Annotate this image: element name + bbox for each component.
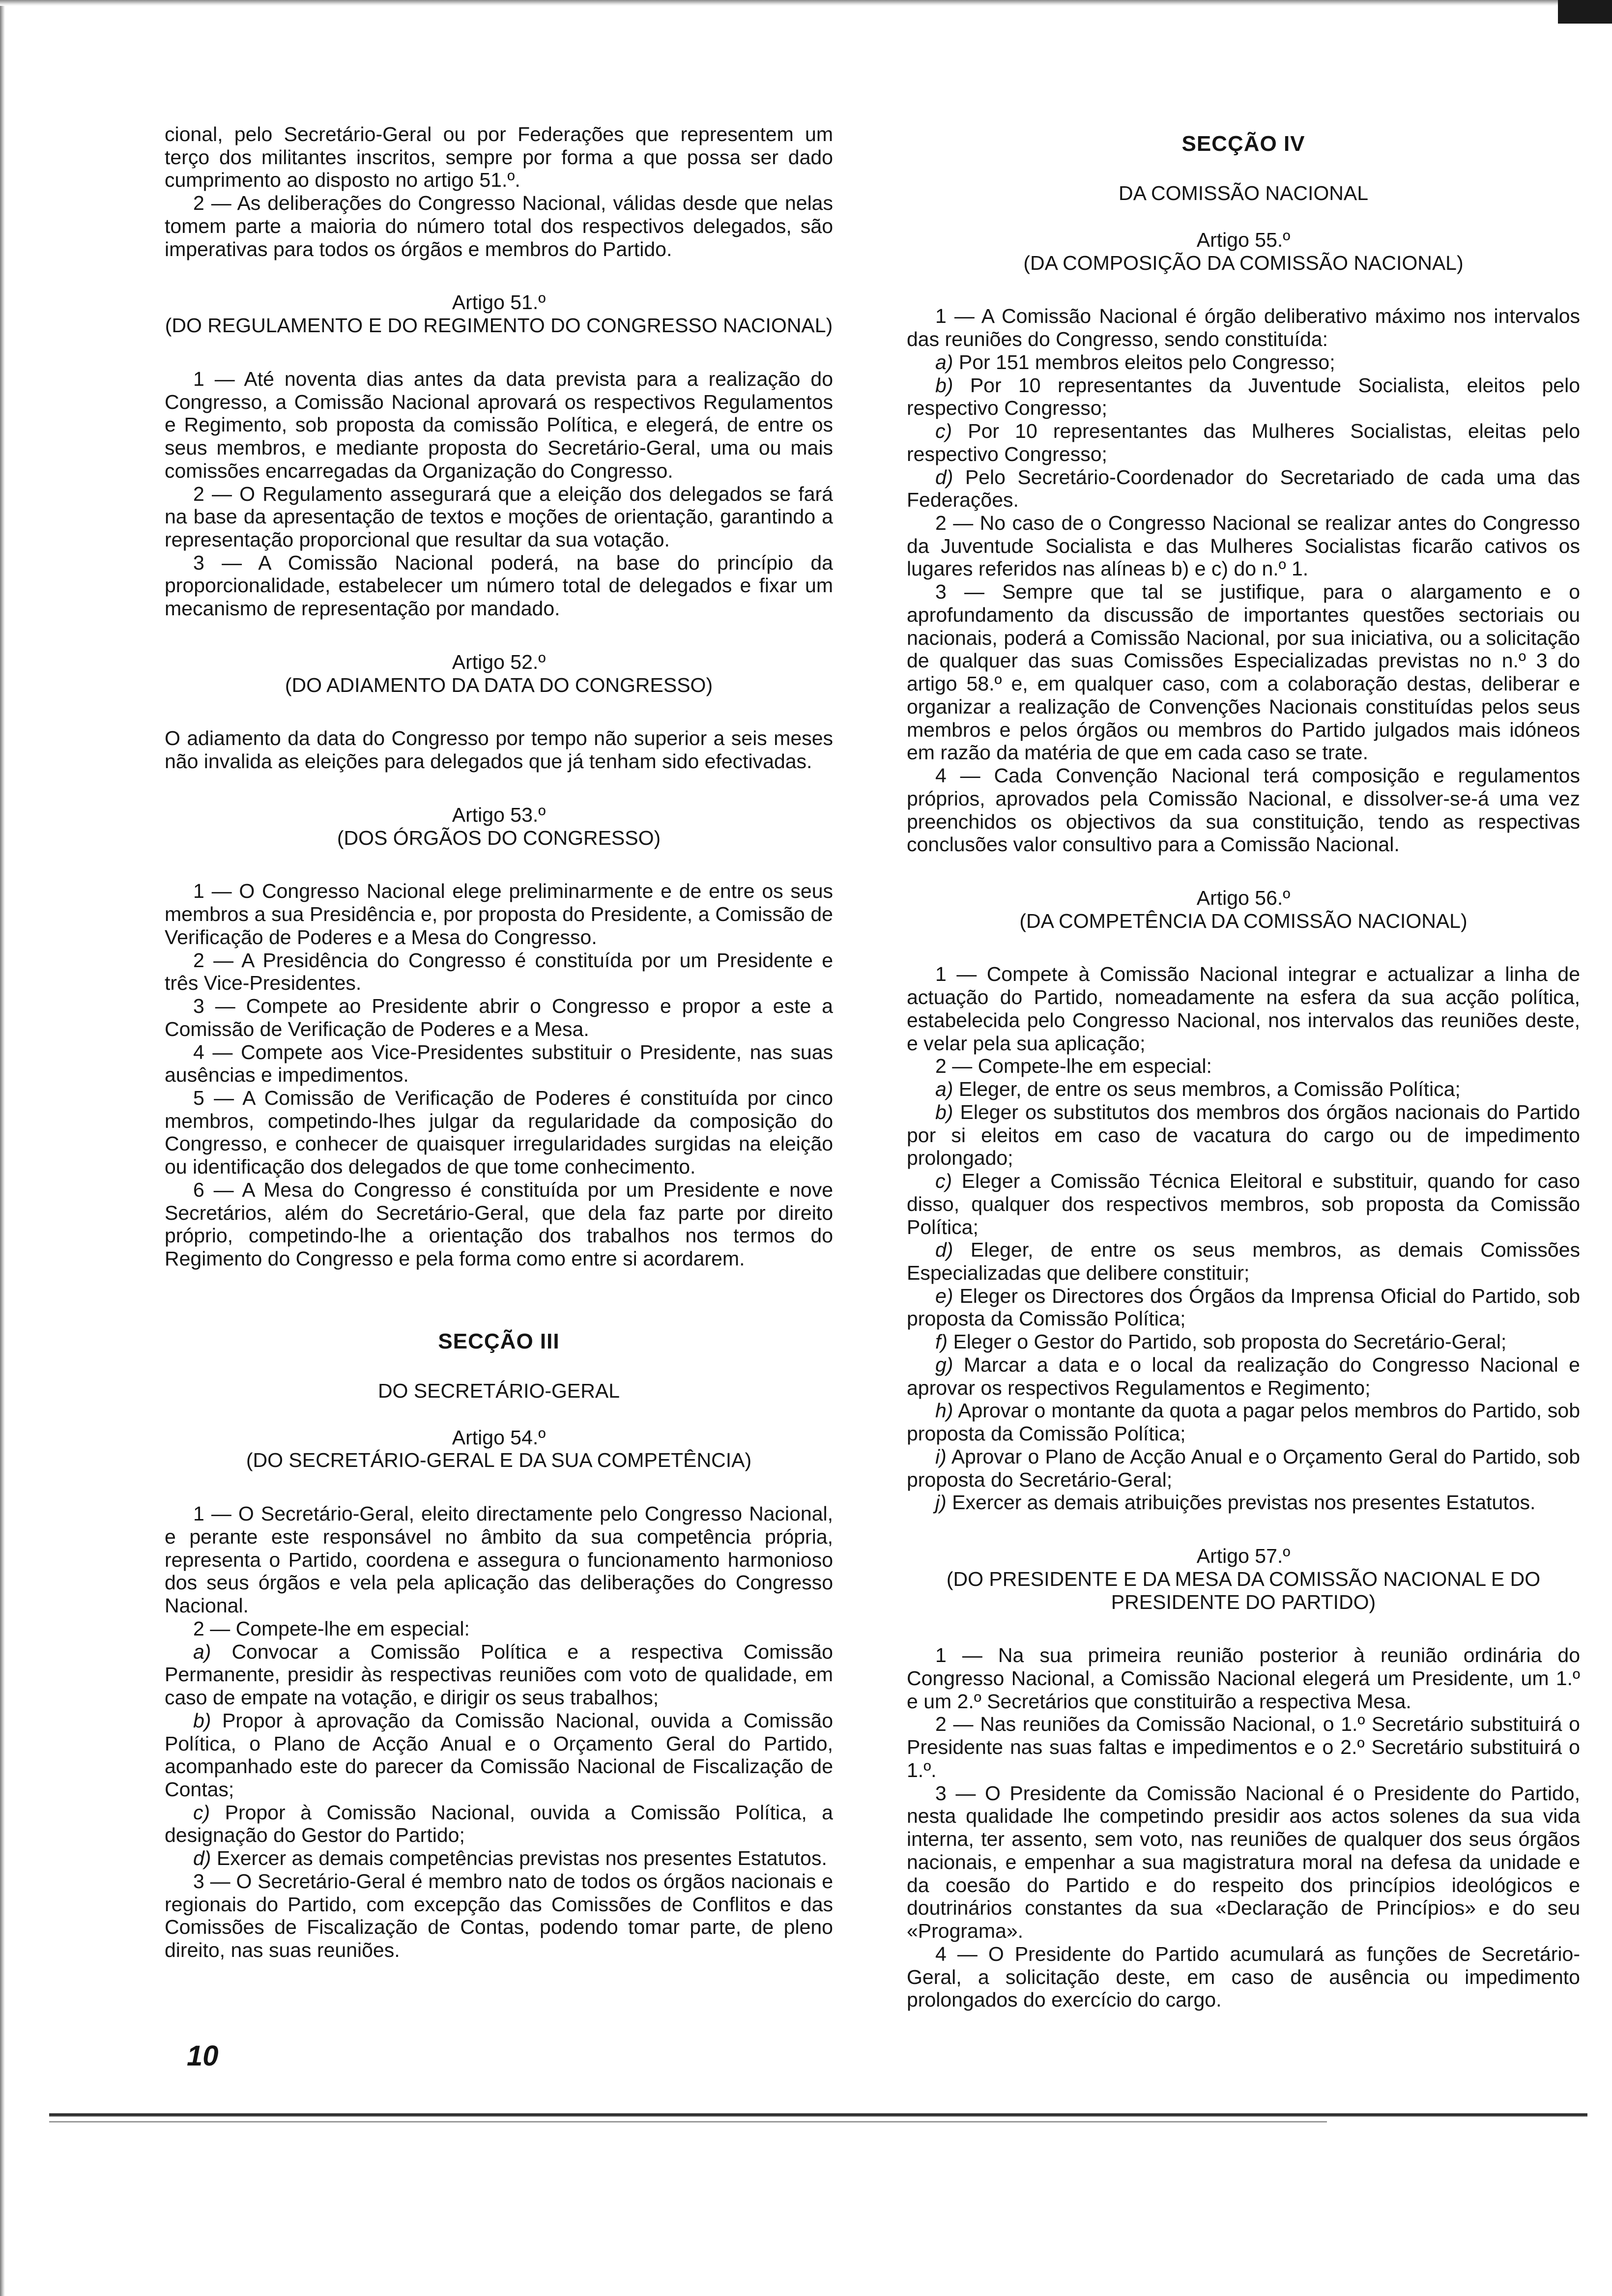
section-4-heading <box>907 132 1580 205</box>
list-item: h) Aprovar o montante da quota a pagar pelos membros do Partido, sob proposta da Comissão Política; <box>907 1399 1580 1445</box>
list-item: b) Eleger os substitutos dos membros dos órgãos nacionais do Partido por si eleitos em caso de vacatura do cargo ou de impedimento prolongado; <box>907 1100 1580 1170</box>
section-title: SECÇÃO III <box>438 1329 560 1353</box>
list-item: c) Eleger a Comissão Técnica Eleitoral e substituir, quando for caso disso, qualquer dos respectivos membros, sob proposta da Comissão Política; <box>907 1170 1580 1238</box>
article-title: Artigo 54.º <box>452 1426 546 1449</box>
list-item: a) Eleger, de entre os seus membros, a Comissão Política; <box>935 1078 1461 1101</box>
article-paragraph: O adiamento da data do Congresso por tempo não superior a seis meses não invalida as eleições para delegados que já tenham sido efectivadas. <box>165 727 833 773</box>
list-item: d) Eleger, de entre os seus membros, as demais Comissões Especializadas que delibere constituir; <box>907 1238 1580 1284</box>
list-item: a) Por 151 membros eleitos pelo Congresso; <box>935 350 1335 373</box>
article-paragraph: 4 — Cada Convenção Nacional terá composição e regulamentos próprios, aprovados pela Comissão Nacional, e dissolver-se-á uma vez preenchidos os objectivos da sua constituição, tendo as respectivas conclusões valor consultivo para a Comissão Nacional. <box>907 764 1580 856</box>
page-number: 10 <box>187 2040 219 2072</box>
article-paragraph: 3 — O Secretário-Geral é membro nato de todos os órgãos nacionais e regionais do Partido, com excepção das Comissões de Conflitos e das Comissões de Fiscalização de Contas, podendo tomar parte, de pleno direito, nas suas reuniões. <box>165 1869 833 1962</box>
section-3-heading <box>165 1329 833 1403</box>
article-paragraph: 1 — Compete à Comissão Nacional integrar e actualizar a linha de actuação do Partido, nomeadamente na esfera da sua acção política, estabelecida pelo Congresso Nacional, nos intervalos das reuniões deste, e velar pela sua aplicação; <box>907 963 1580 1055</box>
list-item: c) Propor à Comissão Nacional, ouvida a Comissão Política, a designação do Gestor do Partido; <box>165 1801 833 1847</box>
article-57-heading <box>907 1545 1580 1613</box>
article-title: Artigo 52.º <box>452 650 546 673</box>
scan-edge-left <box>0 0 5 2296</box>
list-item: j) Exercer as demais atribuições previstas nos presentes Estatutos. <box>935 1491 1536 1514</box>
list-item: c) Por 10 representantes das Mulheres Socialistas, eleitas pelo respectivo Congresso; <box>907 420 1580 465</box>
article-51-heading <box>165 291 833 337</box>
article-paragraph: 1 — Na sua primeira reunião posterior à reunião ordinária do Congresso Nacional, a Comissão Nacional elegerá um Presidente, um 1.º e um 2.º Secretários que constituirão a respectiva Mesa. <box>907 1644 1580 1713</box>
article-subtitle: (DO PRESIDENTE E DA MESA DA COMISSÃO NACIONAL E DO PRESIDENTE DO PARTIDO) <box>946 1567 1541 1613</box>
article-paragraph: 3 — O Presidente da Comissão Nacional é o Presidente do Partido, nesta qualidade lhe competindo presidir aos actos solenes da sua vida interna, ter assento, sem voto, nas reuniões de qualquer dos seus órgãos nacionais, e empenhar a sua magistratura moral na defesa da unidade e da coesão do Partido e do respeito dos princípios ideológicos e doutrinários constantes da sua «Declaração de Princípios» e do seu «Programa». <box>907 1781 1580 1943</box>
scan-edge-top <box>0 0 1612 6</box>
article-56-heading <box>907 887 1580 932</box>
article-paragraph: 1 — O Secretário-Geral, eleito directamente pelo Congresso Nacional, e perante este responsável no âmbito da sua competência própria, representa o Partido, coordena e assegura o funcionamento harmonioso dos seus órgãos e vela pela aplicação das deliberações do Congresso Nacional. <box>165 1502 833 1617</box>
article-52-heading <box>165 651 833 696</box>
article-paragraph: 6 — A Mesa do Congresso é constituída por um Presidente e nove Secretários, além do Secretário-Geral, que dela faz parte por direito próprio, competindo-lhe a orientação dos trabalhos nos termos do Regimento do Congresso e pela forma como entre si acordarem. <box>165 1178 833 1270</box>
article-paragraph: 3 — Sempre que tal se justifique, para o alargamento e o aprofundamento da discussão de importantes questões sectoriais ou nacionais, poderá a Comissão Nacional, por sua iniciativa, ou a solicitação de qualquer das suas Comissões Especializadas previstas no n.º 3 do artigo 58.º e, em qualquer caso, com a colaboração destas, deliberar e organizar a realização de Convenções Nacionais constituídas pelos seus membros e pelos órgãos ou membros do Partido julgados mais idóneos em razão da matéria de que em cada caso se trate. <box>907 580 1580 764</box>
list-item: d) Exercer as demais competências previstas nos presentes Estatutos. <box>193 1847 827 1870</box>
article-54-heading <box>165 1426 833 1472</box>
article-title: Artigo 51.º <box>452 291 546 314</box>
article-title: Artigo 55.º <box>1196 228 1291 251</box>
corner-mark <box>1558 0 1612 24</box>
section-subtitle: DA COMISSÃO NACIONAL <box>1118 182 1369 205</box>
article-paragraph: 2 — O Regulamento assegurará que a eleição dos delegados se fará na base da apresentação de textos e moções de orientação, garantindo a representação proporcional que resultar da sua votação. <box>165 482 833 551</box>
section-subtitle: DO SECRETÁRIO-GERAL <box>377 1379 620 1402</box>
article-paragraph: 2 — Compete-lhe em especial: <box>935 1055 1212 1078</box>
bottom-rule <box>49 2113 1587 2117</box>
list-item: e) Eleger os Directores dos Órgãos da Imprensa Oficial do Partido, sob proposta da Comissão Política; <box>907 1284 1580 1330</box>
article-paragraph: 1 — O Congresso Nacional elege preliminarmente e de entre os seus membros a sua Presidência e, por proposta do Presidente, a Comissão de Verificação de Poderes e a Mesa do Congresso. <box>165 880 833 948</box>
article-paragraph: 4 — Compete aos Vice-Presidentes substituir o Presidente, nas suas ausências e impedimentos. <box>165 1040 833 1087</box>
article-subtitle: (DA COMPOSIÇÃO DA COMISSÃO NACIONAL) <box>1023 251 1464 274</box>
article-title: Artigo 53.º <box>452 803 546 826</box>
section-title: SECÇÃO IV <box>1181 132 1305 156</box>
right-column <box>907 123 1580 2011</box>
article-subtitle: (DO REGULAMENTO E DO REGIMENTO DO CONGRESSO NACIONAL) <box>165 314 833 337</box>
article-title: Artigo 56.º <box>1196 886 1291 909</box>
intro-paragraph: 2 — As deliberações do Congresso Nacional, válidas desde que nelas tomem parte a maioria do número total dos respectivos delegados, são imperativas para todos os órgãos e membros do Partido. <box>165 192 833 260</box>
list-item: b) Por 10 representantes da Juventude Socialista, eleitos pelo respectivo Congresso; <box>907 373 1580 420</box>
list-item: d) Pelo Secretário-Coordenador do Secretariado de cada uma das Federações. <box>907 465 1580 512</box>
list-item: f) Eleger o Gestor do Partido, sob proposta do Secretário-Geral; <box>935 1330 1507 1353</box>
article-53-heading <box>165 804 833 849</box>
intro-continuation: cional, pelo Secretário-Geral ou por Federações que representem um terço dos militantes inscritos, sempre por forma a que possa ser dado cumprimento ao disposto no artigo 51.º. <box>165 123 833 192</box>
list-item: i) Aprovar o Plano de Acção Anual e o Orçamento Geral do Partido, sob proposta do Secretário-Geral; <box>907 1445 1580 1491</box>
article-paragraph: 2 — A Presidência do Congresso é constituída por um Presidente e três Vice-Presidentes. <box>165 948 833 995</box>
list-item: b) Propor à aprovação da Comissão Nacional, ouvida a Comissão Política, o Plano de Acção Anual e o Orçamento Geral do Partido, acompanhado este do parecer da Comissão Nacional de Fiscalização de Contas; <box>165 1709 833 1801</box>
bottom-rule-thin <box>49 2121 1327 2123</box>
article-subtitle: (DO SECRETÁRIO-GERAL E DA SUA COMPETÊNCIA) <box>246 1449 752 1472</box>
article-paragraph: 1 — A Comissão Nacional é órgão deliberativo máximo nos intervalos das reuniões do Congresso, sendo constituída: <box>907 305 1580 351</box>
article-paragraph: 3 — Compete ao Presidente abrir o Congresso e propor a este a Comissão de Verificação de Poderes e a Mesa. <box>165 995 833 1040</box>
article-subtitle: (DA COMPETÊNCIA DA COMISSÃO NACIONAL) <box>1019 909 1468 932</box>
article-subtitle: (DO ADIAMENTO DA DATA DO CONGRESSO) <box>285 673 713 696</box>
article-title: Artigo 57.º <box>1196 1545 1291 1568</box>
article-subtitle: (DOS ÓRGÃOS DO CONGRESSO) <box>337 826 661 849</box>
left-column <box>165 123 833 1962</box>
article-paragraph: 2 — Nas reuniões da Comissão Nacional, o 1.º Secretário substituirá o Presidente nas suas faltas e impedimentos e o 2.º Secretário substituirá o 1.º. <box>907 1713 1580 1781</box>
article-paragraph: 1 — Até noventa dias antes da data prevista para a realização do Congresso, a Comissão Nacional aprovará os respectivos Regulamentos e Regimento, sob proposta da comissão Política, e elegerá, de entre os seus membros, e mediante proposta do Secretário-Geral, uma ou mais comissões encarregadas da Organização do Congresso. <box>165 367 833 482</box>
article-paragraph: 2 — Compete-lhe em especial: <box>193 1617 470 1640</box>
article-paragraph: 2 — No caso de o Congresso Nacional se realizar antes do Congresso da Juventude Socialista e das Mulheres Socialistas ficarão cativos os lugares referidos nas alíneas b) e c) do n.º 1. <box>907 511 1580 580</box>
list-item: g) Marcar a data e o local da realização do Congresso Nacional e aprovar os respectivos Regulamentos e Regimento; <box>907 1353 1580 1399</box>
article-55-heading <box>907 229 1580 274</box>
article-paragraph: 4 — O Presidente do Partido acumulará as funções de Secretário-Geral, a solicitação deste, em caso de ausência ou impedimento prolongados do exercício do cargo. <box>907 1942 1580 2011</box>
list-item: a) Convocar a Comissão Política e a respectiva Comissão Permanente, presidir às respectivas reuniões com voto de qualidade, em caso de empate na votação, e dirigir os seus trabalhos; <box>165 1640 833 1709</box>
article-paragraph: 3 — A Comissão Nacional poderá, na base do princípio da proporcionalidade, estabelecer um número total de delegados e fixar um mecanismo de representação por mandado. <box>165 551 833 620</box>
article-paragraph: 5 — A Comissão de Verificação de Poderes é constituída por cinco membros, competindo-lhes julgar da regularidade da composição do Congresso, e conhecer de quaisquer irregularidades surgidas na eleição ou identificação dos delegados de que tome conhecimento. <box>165 1086 833 1178</box>
